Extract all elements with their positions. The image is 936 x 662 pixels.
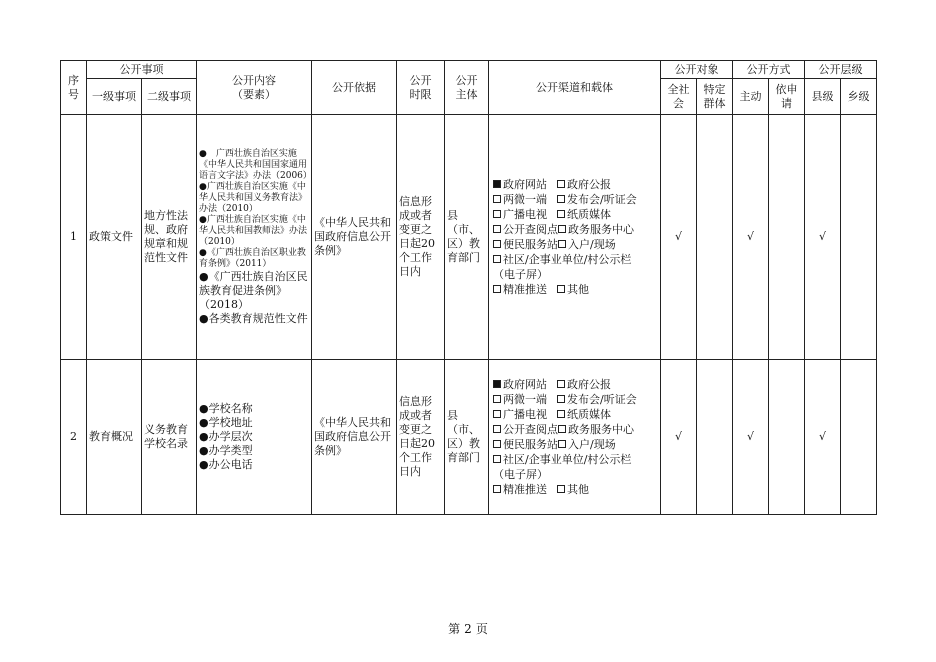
channel-list	[491, 377, 658, 497]
row-specific-group	[697, 115, 733, 360]
content-item: ●《广西壮族自治区民族教育促进条例》（2018）	[199, 269, 308, 311]
row-county: √	[805, 360, 841, 515]
header-method-apply: 依申请	[769, 79, 805, 115]
row-town	[841, 115, 877, 360]
header-subject	[445, 61, 489, 115]
channel-precise: 精准推送	[503, 283, 547, 296]
header-target-spec-a: 特定	[703, 82, 726, 96]
checkbox-icon	[558, 425, 566, 433]
checkbox-icon	[493, 440, 501, 448]
content-item: ●办公电话	[199, 458, 253, 471]
channel-convenience: 便民服务站	[503, 238, 558, 251]
checkbox-icon	[558, 225, 566, 233]
header-period-a: 公开	[409, 73, 432, 87]
row-town	[841, 360, 877, 515]
channel-community: 社区/企事业单位/村公示栏	[503, 253, 632, 266]
checkbox-icon	[493, 255, 501, 263]
row-level2: 地方性法规、政府规章和规范性文件	[142, 115, 197, 360]
row-on-request	[769, 115, 805, 360]
table-row	[61, 360, 877, 515]
channel-screen: （电子屏）	[493, 268, 548, 281]
row-seq: 1	[61, 115, 87, 360]
header-target-all	[661, 79, 697, 115]
header-period-b: 时限	[409, 87, 432, 101]
checkbox-icon	[493, 210, 501, 218]
channel-broadcast: 广播电视	[503, 208, 547, 221]
row-content	[197, 360, 312, 515]
row-level2: 义务教育学校名录	[142, 360, 197, 515]
channel-service-center: 政务服务中心	[568, 423, 634, 436]
header-subject-a: 公开	[455, 73, 478, 87]
content-item: ●广西壮族自治区实施《中华人民共和国教师法》办法（2010）	[199, 214, 308, 247]
checkbox-icon	[493, 485, 501, 493]
header-level1: 一级事项	[87, 79, 142, 115]
page-footer	[0, 620, 936, 637]
channel-gov-site: 政府网站	[503, 378, 547, 391]
header-period	[397, 61, 445, 115]
channel-other: 其他	[567, 283, 589, 296]
checkbox-icon	[557, 210, 565, 218]
channel-gov-site: 政府网站	[503, 178, 547, 191]
checkbox-icon	[557, 285, 565, 293]
header-basis: 公开依据	[312, 61, 397, 115]
checkbox-icon	[557, 180, 565, 188]
row-period: 信息形成或者变更之日起20个工作日内	[397, 115, 445, 360]
page-prefix: 第	[448, 622, 461, 636]
header-target-all-b: 会	[673, 96, 684, 110]
row-active: √	[733, 360, 769, 515]
row-active: √	[733, 115, 769, 360]
header-method-active: 主动	[733, 79, 769, 115]
header-target-specific	[697, 79, 733, 115]
header-level-town: 乡级	[841, 79, 877, 115]
checkbox-icon	[493, 455, 501, 463]
channel-list	[491, 177, 658, 297]
header-content	[197, 61, 312, 115]
channel-press: 发布会/听证会	[567, 193, 637, 206]
checkbox-icon	[557, 195, 565, 203]
header-content-label: 公开内容	[232, 73, 276, 87]
content-item: ●《广西壮族自治区职业教育条例》（2011）	[199, 247, 306, 269]
checkbox-icon	[557, 380, 565, 388]
channel-two-micro: 两微一端	[503, 393, 547, 406]
checkbox-icon	[493, 240, 501, 248]
content-item: ●办学层次	[199, 430, 253, 443]
row-subject: 县（市、区）教育部门	[445, 115, 489, 360]
row-content	[197, 115, 312, 360]
header-method: 公开方式	[733, 61, 805, 79]
header-target-all-a: 全社	[667, 82, 690, 96]
row-on-request	[769, 360, 805, 515]
content-item: ●学校地址	[199, 416, 253, 429]
checkbox-icon	[493, 225, 501, 233]
channel-press: 发布会/听证会	[567, 393, 637, 406]
channel-gov-bulletin: 政府公报	[567, 178, 611, 191]
checkbox-icon	[557, 485, 565, 493]
channel-door: 入户/现场	[568, 438, 616, 451]
channel-service-center: 政务服务中心	[568, 223, 634, 236]
row-all-society: √	[661, 360, 697, 515]
channel-two-micro: 两微一端	[503, 193, 547, 206]
checkbox-icon	[558, 240, 566, 248]
header-channel: 公开渠道和载体	[489, 61, 661, 115]
page-suffix: 页	[475, 622, 488, 636]
row-basis: 《中华人民共和国政府信息公开条例》	[312, 115, 397, 360]
content-item: ●各类教育规范性文件	[199, 311, 308, 325]
row-all-society: √	[661, 115, 697, 360]
header-level: 公开层级	[805, 61, 877, 79]
header-target: 公开对象	[661, 61, 733, 79]
channel-convenience: 便民服务站	[503, 438, 558, 451]
channel-reading: 公开查阅点	[503, 223, 558, 236]
channel-other: 其他	[567, 483, 589, 496]
channel-paper: 纸质媒体	[567, 408, 611, 421]
checkbox-icon	[557, 395, 565, 403]
checkbox-icon	[493, 195, 501, 203]
checkbox-icon	[557, 410, 565, 418]
row-specific-group	[697, 360, 733, 515]
content-item: ●广西壮族自治区实施《中华人民共和国义务教育法》办法（2010）	[199, 181, 308, 214]
channel-precise: 精准推送	[503, 483, 547, 496]
row-seq: 2	[61, 360, 87, 515]
page-number: 2	[464, 622, 472, 636]
checkbox-icon	[493, 395, 501, 403]
channel-community: 社区/企事业单位/村公示栏	[503, 453, 632, 466]
channel-door: 入户/现场	[568, 238, 616, 251]
channel-reading: 公开查阅点	[503, 423, 558, 436]
content-item: ●办学类型	[199, 444, 253, 457]
channel-gov-bulletin: 政府公报	[567, 378, 611, 391]
header-seq: 序号	[61, 61, 87, 115]
channel-broadcast: 广播电视	[503, 408, 547, 421]
row-subject: 县（市、区）教育部门	[445, 360, 489, 515]
row-level1: 政策文件	[87, 115, 142, 360]
checkbox-icon	[493, 410, 501, 418]
header-items: 公开事项	[87, 61, 197, 79]
row-channels	[489, 360, 661, 515]
header-target-spec-b: 群体	[703, 96, 726, 110]
header-row-1	[61, 61, 877, 79]
row-county: √	[805, 115, 841, 360]
channel-paper: 纸质媒体	[567, 208, 611, 221]
header-level2: 二级事项	[142, 79, 197, 115]
checkbox-checked-icon	[493, 380, 501, 388]
row-channels	[489, 115, 661, 360]
header-level-county: 县级	[805, 79, 841, 115]
checkbox-checked-icon	[493, 180, 501, 188]
checkbox-icon	[493, 285, 501, 293]
disclosure-table	[60, 60, 877, 515]
header-content-sub: （要素）	[232, 87, 276, 101]
content-item: ●学校名称	[199, 402, 253, 415]
row-basis: 《中华人民共和国政府信息公开条例》	[312, 360, 397, 515]
checkbox-icon	[558, 440, 566, 448]
channel-screen: （电子屏）	[493, 468, 548, 481]
row-level1: 教育概况	[87, 360, 142, 515]
content-item: ● 广西壮族自治区实施《中华人民共和国国家通用语言文字法》办法（2006）	[199, 148, 312, 181]
table-row	[61, 115, 877, 360]
checkbox-icon	[493, 425, 501, 433]
row-period: 信息形成或者变更之日起20个工作日内	[397, 360, 445, 515]
header-subject-b: 主体	[455, 87, 478, 101]
